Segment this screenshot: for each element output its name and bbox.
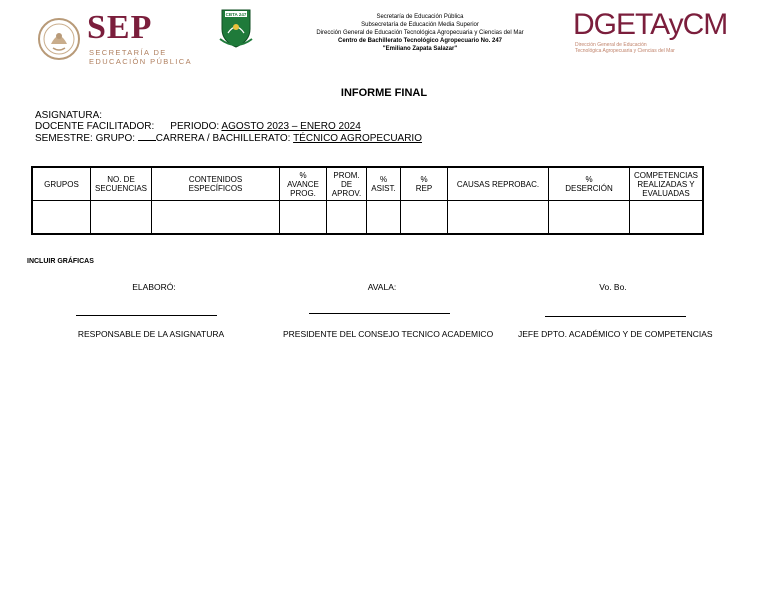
col-header: CAUSAS REPROBAC. — [448, 167, 549, 201]
jefe-label: JEFE DPTO. ACADÉMICO Y DE COMPETENCIAS — [518, 329, 713, 339]
carrera-value: TÉCNICO AGROPECUARIO — [293, 133, 422, 144]
sep-logo: SEP — [87, 9, 153, 46]
vobo-label: Vo. Bo. — [599, 282, 627, 292]
semestre-row: SEMESTRE: GRUPO: CARRERA / BACHILLERATO: TÉCNICO AGROPECUARIO — [35, 133, 422, 144]
table-cell — [280, 201, 327, 235]
col-header: % REP — [401, 167, 448, 201]
mexico-seal-icon — [37, 14, 81, 64]
report-table — [31, 166, 704, 235]
table-row — [32, 201, 703, 235]
table-cell — [448, 201, 549, 235]
institution-line: Subsecretaría de Educación Media Superior — [361, 22, 479, 28]
table-cell — [367, 201, 401, 235]
col-header: % DESERCIÓN — [549, 167, 630, 201]
table-cell — [401, 201, 448, 235]
asignatura-row: ASIGNATURA: — [35, 110, 103, 121]
presidente-label: PRESIDENTE DEL CONSEJO TECNICO ACADEMICO — [283, 329, 494, 339]
col-header: COMPETENCIAS REALIZADAS Y EVALUADAS — [630, 167, 704, 201]
col-header: % AVANCE PROG. — [280, 167, 327, 201]
institution-line: "Emiliano Zapata Salazar" — [382, 46, 458, 52]
periodo-value: AGOSTO 2023 – ENERO 2024 — [221, 121, 361, 132]
avala-label: AVALA: — [367, 282, 397, 292]
table-header-row — [32, 167, 703, 201]
col-header: PROM. DE APROV. — [327, 167, 367, 201]
signature-line — [309, 313, 450, 314]
sep-subtitle: SECRETARÍA DE EDUCACIÓN PÚBLICA — [89, 48, 192, 66]
page-title: INFORME FINAL — [340, 87, 428, 99]
institution-line: Secretaría de Educación Pública — [376, 14, 464, 20]
signature-line — [76, 315, 217, 316]
institution-header — [300, 13, 540, 53]
table-cell — [32, 201, 91, 235]
table-cell — [327, 201, 367, 235]
institution-line: Centro de Bachillerato Tecnológico Agropecuario No. 247 — [337, 38, 503, 44]
responsable-label: RESPONSABLE DE LA ASIGNATURA — [77, 329, 225, 339]
table-cell — [549, 201, 630, 235]
col-header: CONTENIDOS ESPECÍFICOS — [152, 167, 280, 201]
table-cell — [630, 201, 704, 235]
include-graphs-note: INCLUIR GRÁFICAS — [27, 258, 94, 265]
table-cell — [152, 201, 280, 235]
cbta-shield-icon — [216, 7, 256, 49]
docente-row: DOCENTE FACILITADOR: PERIODO: AGOSTO 2023 – ENERO 2024 — [35, 121, 361, 132]
elaboro-label: ELABORÓ: — [132, 282, 176, 292]
signature-line — [545, 316, 686, 317]
table-cell — [91, 201, 152, 235]
col-header: NO. DE SECUENCIAS — [91, 167, 152, 201]
dgeta-subtitle: Dirección General de Educación Tecnológica Agropecuaria y Ciencias del Mar — [575, 42, 675, 54]
col-header: GRUPOS — [32, 167, 91, 201]
col-header: % ASIST. — [367, 167, 401, 201]
dgeta-logo: DGETAyCM — [573, 8, 728, 41]
cbta-logo-text: CBTA 247 — [225, 12, 247, 17]
institution-line: Dirección General de Educación Tecnológica Agropecuaria y Ciencias del Mar — [316, 30, 524, 36]
report-info — [35, 110, 422, 144]
